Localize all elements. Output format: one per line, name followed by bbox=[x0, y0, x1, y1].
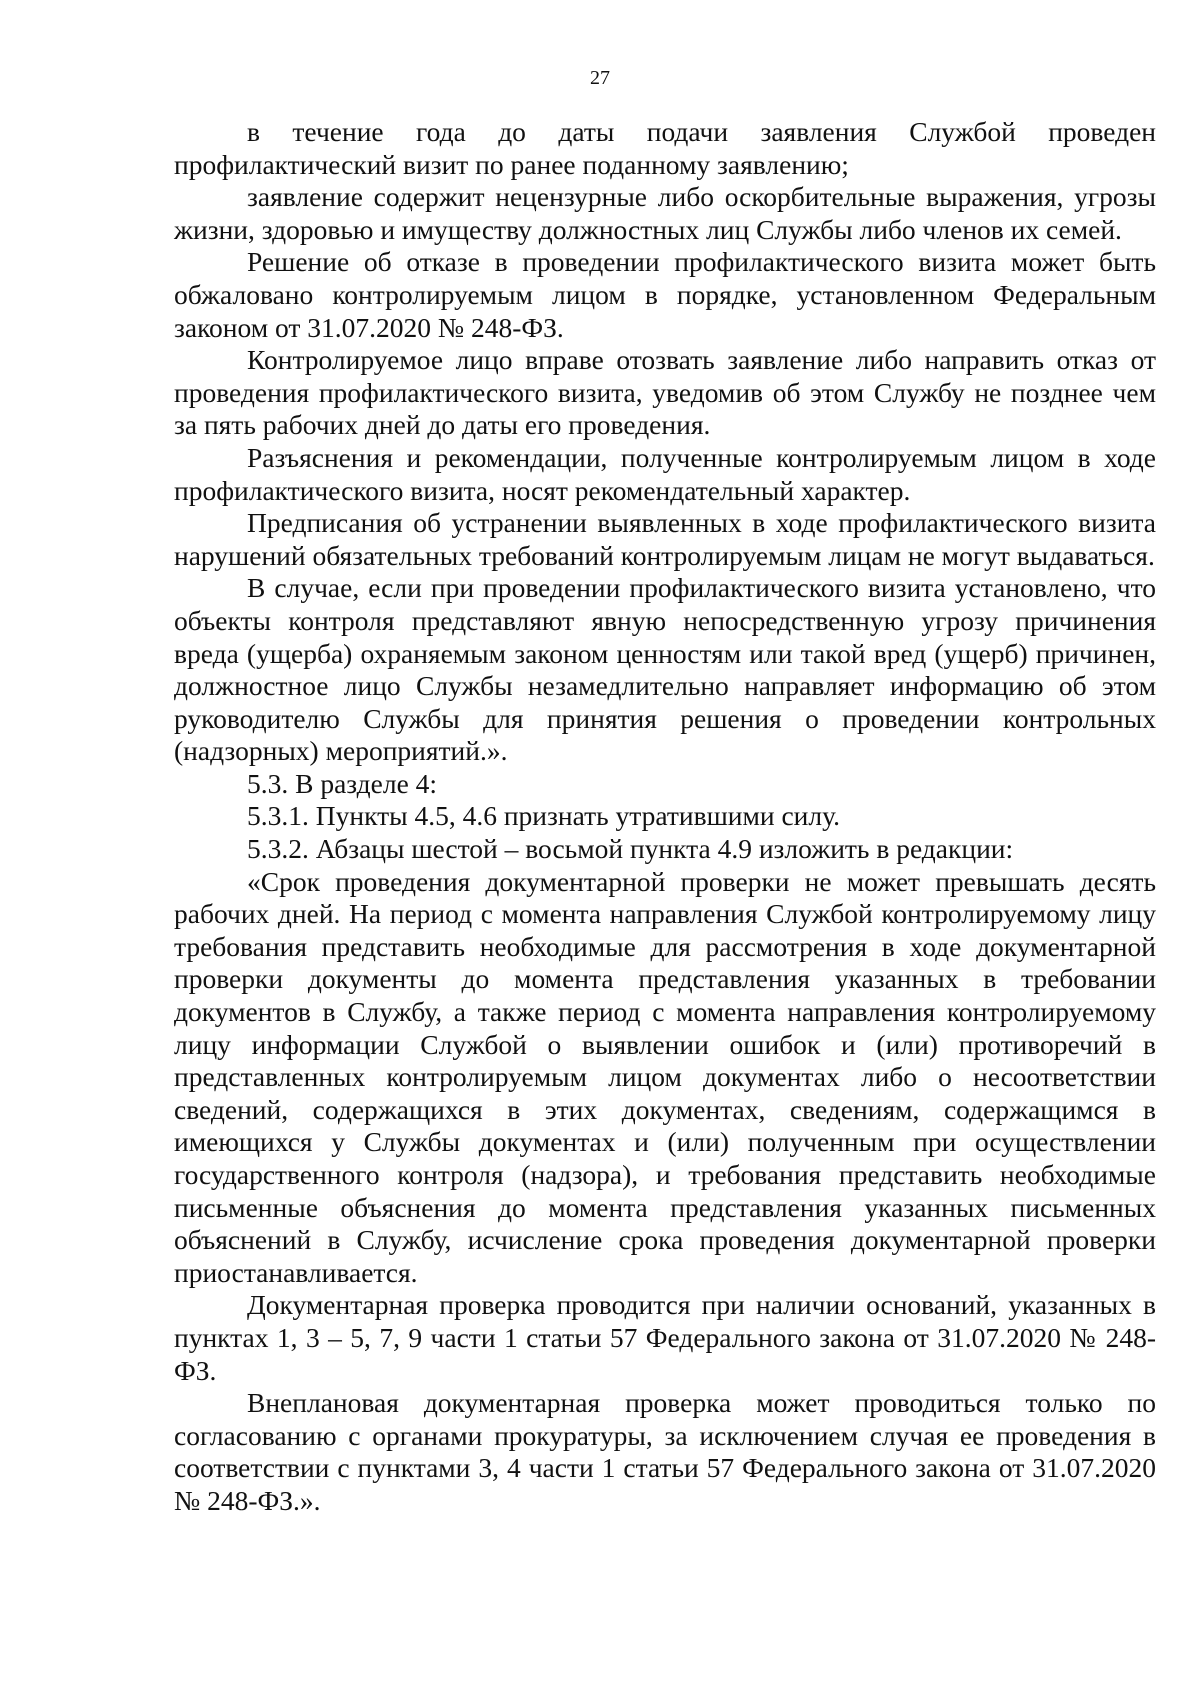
paragraph: 5.3.1. Пункты 4.5, 4.6 признать утратившими силу. bbox=[247, 800, 840, 832]
paragraph: Разъяснения и рекомендации, полученные контролируемым лицом в ходе профилактического визита, носят рекомендательный характер. bbox=[174, 441, 1156, 506]
paragraph: в течение года до даты подачи заявления Службой проведен профилактический визит по ранее поданному заявлению; bbox=[174, 116, 1156, 180]
paragraph: Документарная проверка проводится при наличии оснований, указанных в пунктах 1, 3 – 5, 7, 9 части 1 статьи 57 Федерального закона от 31.07.2020 № 248-ФЗ. bbox=[174, 1289, 1156, 1386]
page-number: 27 bbox=[590, 67, 610, 89]
paragraph: Решение об отказе в проведении профилактического визита может быть обжаловано контролируемым лицом в порядке, установленном Федеральным законом от 31.07.2020 № 248-ФЗ. bbox=[174, 246, 1156, 343]
document-body bbox=[174, 116, 1156, 1518]
paragraph: Внеплановая документарная проверка может проводиться только по согласованию с органами прокуратуры, за исключением случая ее проведения в соответствии с пунктами 3, 4 части 1 статьи 57 Федерального закона от 31.07.2020 № 248-ФЗ.». bbox=[174, 1387, 1156, 1516]
paragraph: заявление содержит нецензурные либо оскорбительные выражения, угрозы жизни, здоровью и имуществу должностных лиц Службы либо членов их семей. bbox=[174, 181, 1156, 245]
paragraph: Контролируемое лицо вправе отозвать заявление либо направить отказ от проведения профилактического визита, уведомив об этом Службу не позднее чем за пять рабочих дней до даты его проведения. bbox=[174, 344, 1156, 441]
section-heading: 5.3. В разделе 4: bbox=[247, 767, 438, 799]
paragraph: 5.3.2. Абзацы шестой – восьмой пункта 4.9 изложить в редакции: bbox=[247, 833, 1014, 865]
quoted-paragraph: «Срок проведения документарной проверки не может превышать десять рабочих дней. На период с момента направления Службой контролируемому лицу требования представить необходимые для рассмотрения в ходе документарной проверки документы до момента представления указанных в требовании документов в Службу, а также период с момента направления контролируемому лицу информации Службой о выявлении ошибок и (или) противоречий в представленных контролируемым лицом документах либо о несоответствии сведений, содержащихся в этих документах, сведениям, содержащимся в имеющихся у Службы документах и (или) полученным при осуществлении государственного контроля (надзора), и требования представить необходимые письменные объяснения до момента представления указанных письменных объяснений в Службу, исчисление срока проведения документарной проверки приостанавливается. bbox=[174, 865, 1156, 1288]
paragraph: Предписания об устранении выявленных в ходе профилактического визита нарушений обязательных требований контролируемым лицам не могут выдаваться. bbox=[174, 507, 1156, 571]
paragraph: В случае, если при проведении профилактического визита установлено, что объекты контроля представляют явную непосредственную угрозу причинения вреда (ущерба) охраняемым законом ценностям или такой вред (ущерб) причинен, должностное лицо Службы незамедлительно направляет информацию об этом руководителю Службы для принятия решения о проведении контрольных (надзорных) мероприятий.». bbox=[174, 572, 1156, 767]
